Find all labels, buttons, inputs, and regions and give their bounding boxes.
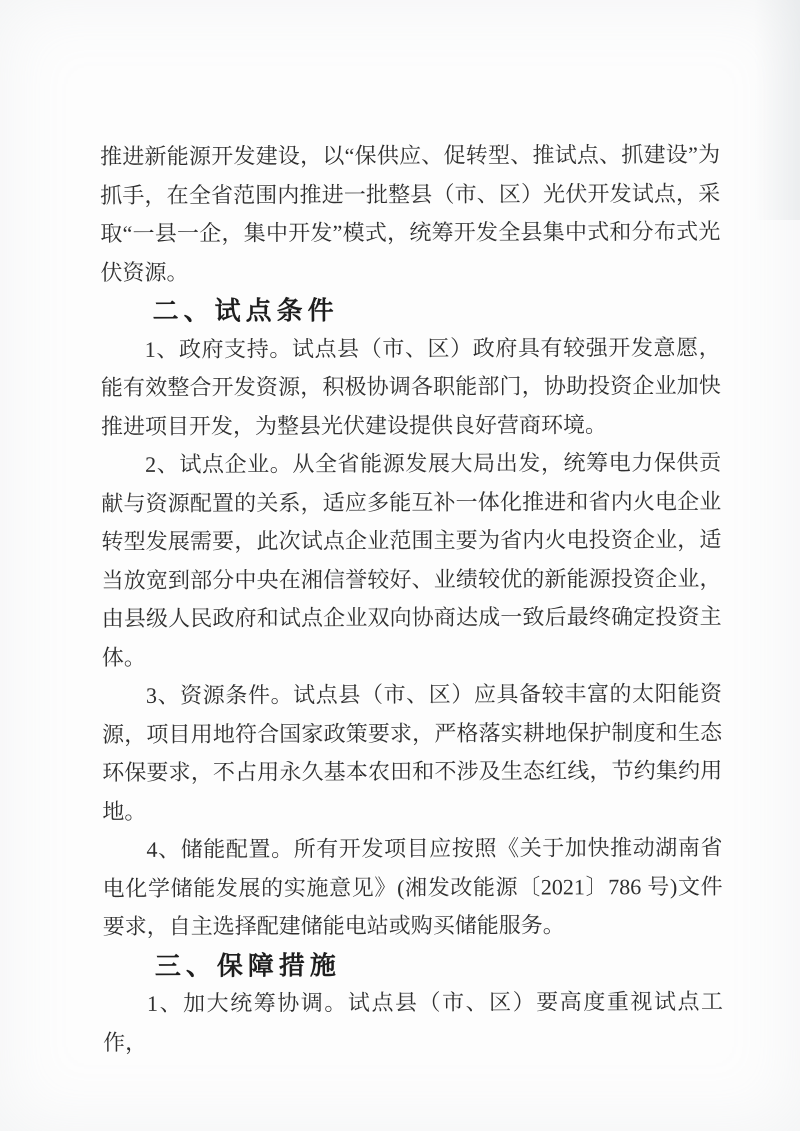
paragraph-energy-storage-allocation: 4、储能配置。所有开发项目应按照《关于加快推动湖南省电化学储能发展的实施意见》(湘发改能源〔2021〕786 号)文件要求，自主选择配建储能电站或购买储能服务。 — [102, 834, 723, 939]
paragraph-continuation-intro: 推进新能源开发建设，以“保供应、促转型、推试点、抓建设”为抓手，在全省范围内推进一批整县（市、区）光伏开发试点，采取“一县一企，集中开发”模式，统筹开发全县集中式和分布式光伏资源。 — [100, 141, 721, 285]
section-heading-pilot-conditions: 二、试点条件 — [152, 295, 339, 326]
paragraph-government-support: 1、政府支持。试点县（市、区）政府具有较强开发意愿，能有效整合开发资源，积极协调各职能部门，协助投资企业加快推进项目开发，为整县光伏建设提供良好营商环境。 — [100, 334, 721, 439]
section-heading-safeguard-measures: 三、保障措施 — [154, 949, 341, 981]
scanner-edge-shading — [754, 0, 800, 220]
document-text-block — [100, 136, 723, 1062]
paragraph-resource-conditions: 3、资源条件。试点县（市、区）应具备较丰富的太阳能资源，项目用地符合国家政策要求，严格落实耕地保护制度和生态环保要求，不占用永久基本农田和不涉及生态红线，节约集约用地。 — [102, 680, 723, 824]
paragraph-strengthen-coordination: 1、加大统筹协调。试点县（市、区）要高度重视试点工作， — [103, 988, 724, 1055]
paragraph-pilot-enterprises: 2、试点企业。从全省能源发展大局出发，统筹电力保供贡献与资源配置的关系，适应多能互补一体化推进和省内火电企业转型发展需要，此次试点企业范围主要为省内火电投资企业，适当放宽到部分中央在湘信誉较好、业绩较优的新能源投资企业，由县级人民政府和试点企业双向协商达成一致后最终确定投资主体。 — [101, 449, 722, 670]
